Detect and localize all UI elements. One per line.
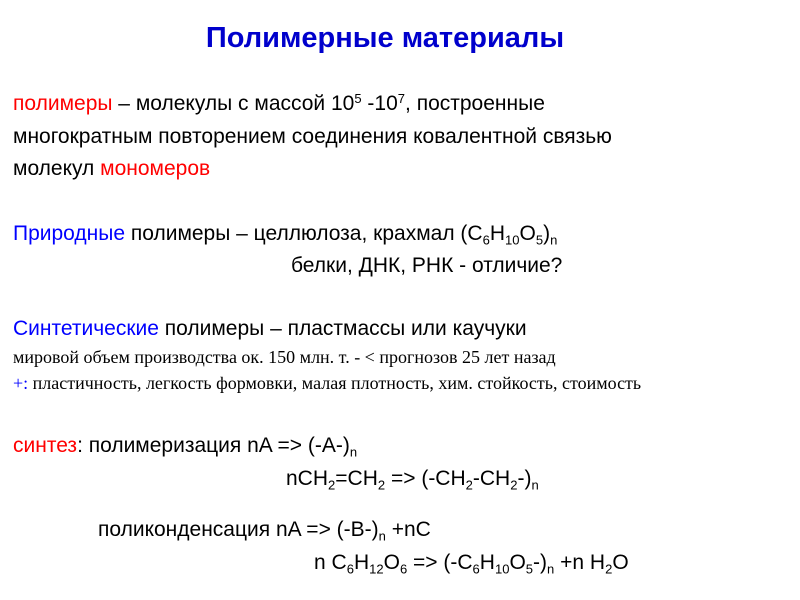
eq4-sub-12: 12 bbox=[369, 561, 384, 577]
term-monomers: мономеров bbox=[100, 157, 211, 180]
natural-sub-n: n bbox=[550, 232, 558, 248]
definition-line-1 bbox=[13, 91, 545, 117]
definition-line-3 bbox=[13, 156, 210, 182]
natural-h: H bbox=[489, 222, 505, 245]
slide-title: Полимерные материалы bbox=[205, 22, 565, 54]
polycondensation-line bbox=[98, 517, 431, 543]
eq4-sub-6: 6 bbox=[346, 561, 354, 577]
eq4-sub-6c: 6 bbox=[472, 561, 480, 577]
synthetic-line-2: мировой объем производства ок. 150 млн. т. - < прогнозов 25 лет назад bbox=[13, 347, 556, 367]
definition-exp-a: 5 bbox=[354, 90, 362, 106]
term-synthetic: Синтетические bbox=[13, 317, 159, 340]
eq4-sub-n: n bbox=[547, 561, 555, 577]
term-natural: Природные bbox=[13, 222, 126, 245]
eq2-sub-3: 2 bbox=[465, 477, 473, 493]
eq4-o2: O bbox=[509, 551, 526, 574]
poly-text-b: +nC bbox=[385, 518, 431, 541]
term-synthesis: синтез bbox=[13, 434, 78, 457]
definition-text-b: -10 bbox=[361, 92, 398, 115]
definition-exp-b: 7 bbox=[397, 90, 406, 106]
eq4-part-e: O bbox=[612, 551, 629, 574]
eq2-part-c: => (-CH bbox=[385, 467, 466, 490]
eq4-sub-2: 2 bbox=[605, 561, 613, 577]
natural-text-a: полимеры – целлюлоза, крахмал (C bbox=[125, 222, 483, 245]
term-polymers: полимеры bbox=[13, 92, 113, 115]
eq4-part-c: -) bbox=[533, 551, 548, 574]
eq4-o: O bbox=[383, 551, 400, 574]
eq2-part-e: -) bbox=[517, 467, 532, 490]
eq4-h2: H bbox=[479, 551, 495, 574]
poly-sub-n: n bbox=[378, 528, 386, 544]
eq4-sub-6b: 6 bbox=[399, 561, 408, 577]
eq2-part-b: =CH bbox=[335, 467, 378, 490]
polymerization-equation bbox=[286, 466, 539, 492]
natural-sub-6: 6 bbox=[482, 232, 490, 248]
natural-sub-10: 10 bbox=[505, 232, 520, 248]
polycondensation-equation bbox=[314, 550, 629, 576]
eq2-sub-n: n bbox=[531, 477, 539, 493]
plus-marker: +: bbox=[13, 373, 29, 393]
natural-close: ) bbox=[543, 222, 551, 245]
synthetic-text-a: полимеры – пластмассы или каучуки bbox=[158, 317, 527, 340]
natural-line-1 bbox=[13, 221, 557, 247]
synthetic-line-1 bbox=[13, 316, 527, 342]
eq4-part-b: => (-C bbox=[407, 551, 473, 574]
eq2-sub-4: 2 bbox=[510, 477, 518, 493]
eq2-sub-2: 2 bbox=[377, 477, 386, 493]
synthetic-line3-text: пластичность, легкость формовки, малая плотность, хим. стойкость, стоимость bbox=[28, 373, 642, 393]
synthesis-text-a: : полимеризация nA => (-A-) bbox=[77, 434, 350, 457]
synthetic-line-3 bbox=[13, 370, 641, 396]
synthesis-line-1 bbox=[13, 433, 357, 459]
eq4-part-d: +n H bbox=[554, 551, 606, 574]
poly-text-a: поликонденсация nA => (-B-) bbox=[98, 518, 379, 541]
eq4-part-a: n C bbox=[314, 551, 347, 574]
natural-sub-5: 5 bbox=[535, 232, 544, 248]
natural-line-2: белки, ДНК, РНК - отличие? bbox=[291, 254, 563, 277]
definition-line3-text: молекул bbox=[13, 157, 101, 180]
eq4-h: H bbox=[353, 551, 370, 574]
synthesis-sub-n: n bbox=[349, 444, 358, 460]
eq2-part-a: nCH bbox=[286, 467, 329, 490]
eq2-part-d: -CH bbox=[472, 467, 511, 490]
definition-line-2: многократным повторением соединения ковалентной связью bbox=[13, 125, 612, 148]
eq4-sub-10: 10 bbox=[494, 561, 510, 577]
eq4-sub-5: 5 bbox=[525, 561, 534, 577]
natural-o: O bbox=[519, 222, 536, 245]
eq2-sub-1: 2 bbox=[328, 477, 336, 493]
definition-text-c: , построенные bbox=[405, 92, 545, 115]
definition-text-a: – молекулы с массой 10 bbox=[112, 92, 355, 115]
